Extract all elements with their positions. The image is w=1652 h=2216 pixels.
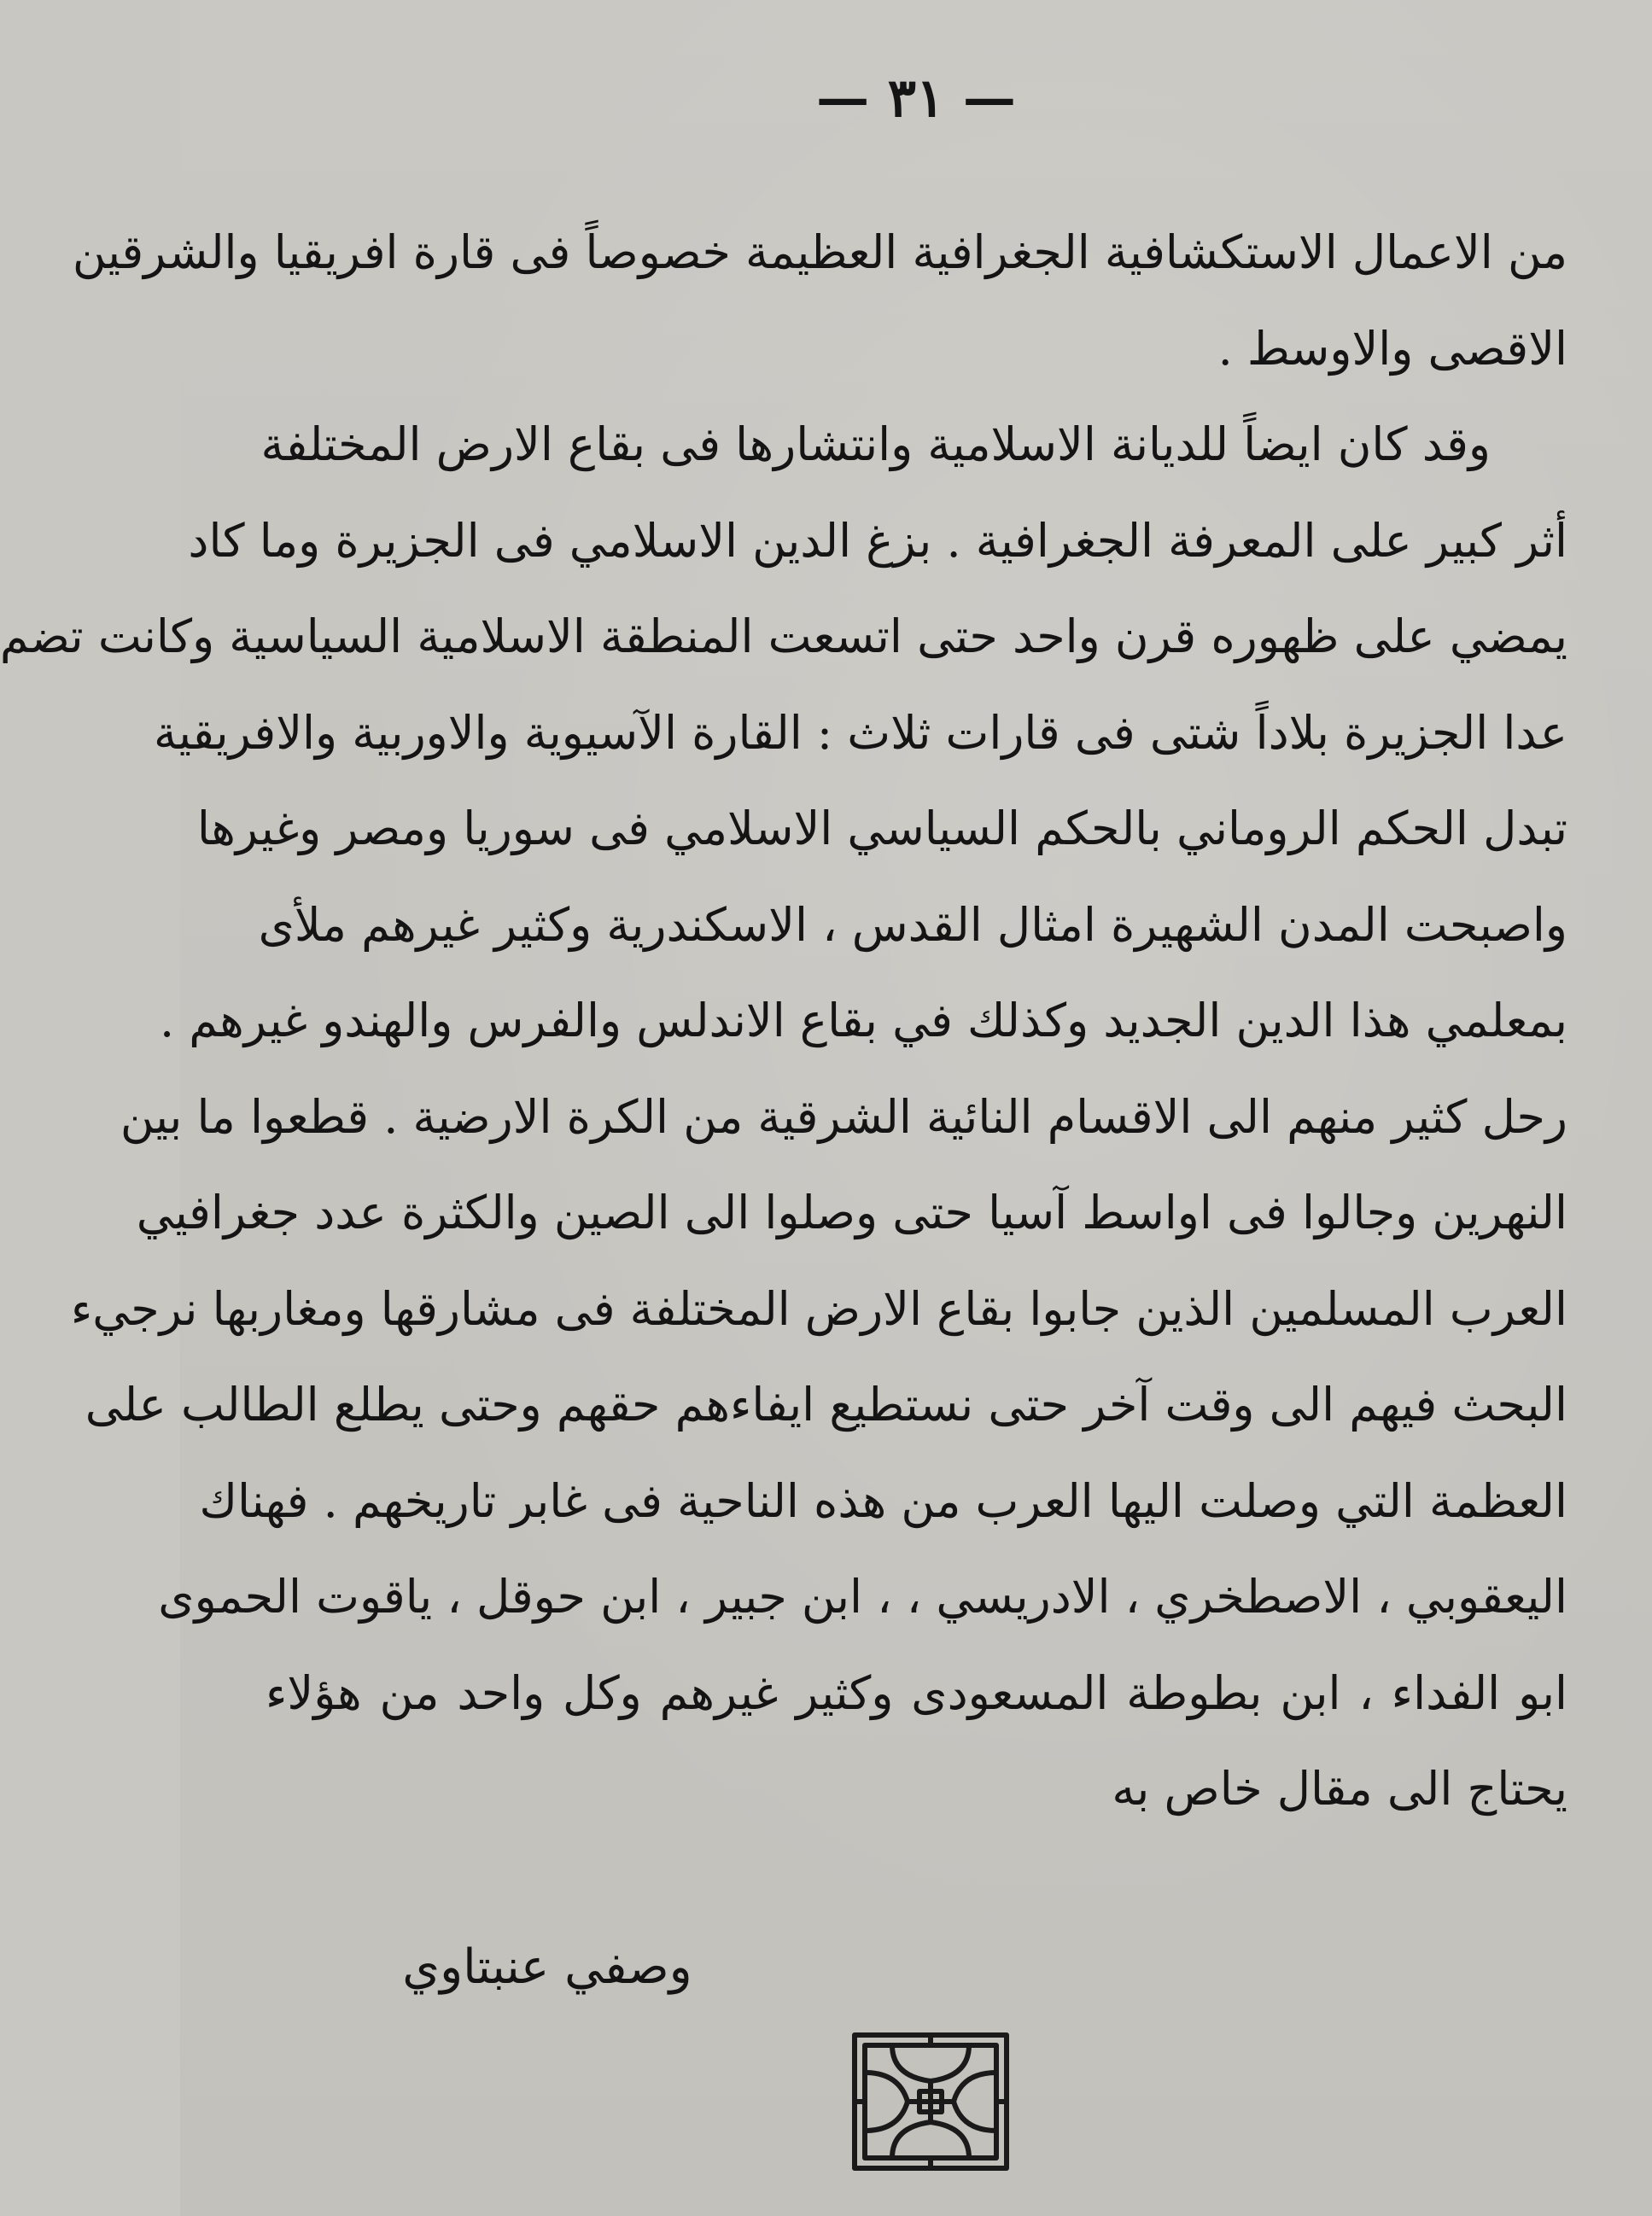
- text-line: العظمة التي وصلت اليها العرب من هذه الناحية فى غابر تاريخهم . فهناك: [199, 1473, 1567, 1528]
- text-line: اليعقوبي ، الاصطخري ، الادريسي ، ، ابن جبير ، ابن حوقل ، ياقوت الحموى: [158, 1570, 1567, 1624]
- body-text: [0, 205, 1567, 1838]
- text-line: وقد كان ايضاً للديانة الاسلامية وانتشارها فى بقاع الارض المختلفة: [260, 417, 1491, 471]
- text-line: أثر كبير على المعرفة الجغرافية . بزغ الدين الاسلامي فى الجزيرة وما كاد: [188, 513, 1567, 568]
- text-line: رحل كثير منهم الى الاقسام النائية الشرقية من الكرة الارضية . قطعوا ما بين: [120, 1089, 1567, 1144]
- text-line: البحث فيهم الى وقت آخر حتى نستطيع ايفاءهم حقهم وحتى يطلع الطالب على: [85, 1378, 1567, 1432]
- text-line: ابو الفداء ، ابن بطوطة المسعودى وكثير غيرهم وكل واحد من هؤلاء: [266, 1665, 1567, 1720]
- page-number: — ٣١ —: [816, 67, 1016, 129]
- text-line: النهرين وجالوا فى اواسط آسيا حتى وصلوا الى الصين والكثرة عدد جغرافيي: [136, 1186, 1567, 1239]
- text-line: من الاعمال الاستكشافية الجغرافية العظيمة خصوصاً فى قارة افريقيا والشرقين: [72, 225, 1567, 279]
- text-line: يمضي على ظهوره قرن واحد حتى اتسعت المنطقة الاسلامية السياسية وكانت تضم: [0, 609, 1567, 663]
- text-line: بمعلمي هذا الدين الجديد وكذلك في بقاع الاندلس والفرس والهندو غيرهم .: [159, 994, 1567, 1047]
- ornament-icon: [848, 2028, 1013, 2175]
- text-line: يحتاج الى مقال خاص به: [1112, 1762, 1567, 1816]
- author-signature: وصفي عنبتاوي: [402, 1939, 692, 1995]
- text-line: الاقصى والاوسط .: [1217, 321, 1567, 376]
- text-line: واصبحت المدن الشهيرة امثال القدس ، الاسكندرية وكثير غيرهم ملأى: [258, 897, 1567, 952]
- text-line: تبدل الحكم الروماني بالحكم السياسي الاسلامي فى سوريا ومصر وغيرها: [196, 802, 1567, 855]
- text-line: عدا الجزيرة بلاداً شتى فى قارات ثلاث : القارة الآسيوية والاوربية والافريقية: [154, 705, 1567, 760]
- text-line: العرب المسلمين الذين جابوا بقاع الارض المختلفة فى مشارقها ومغاربها نرجيء: [70, 1281, 1567, 1336]
